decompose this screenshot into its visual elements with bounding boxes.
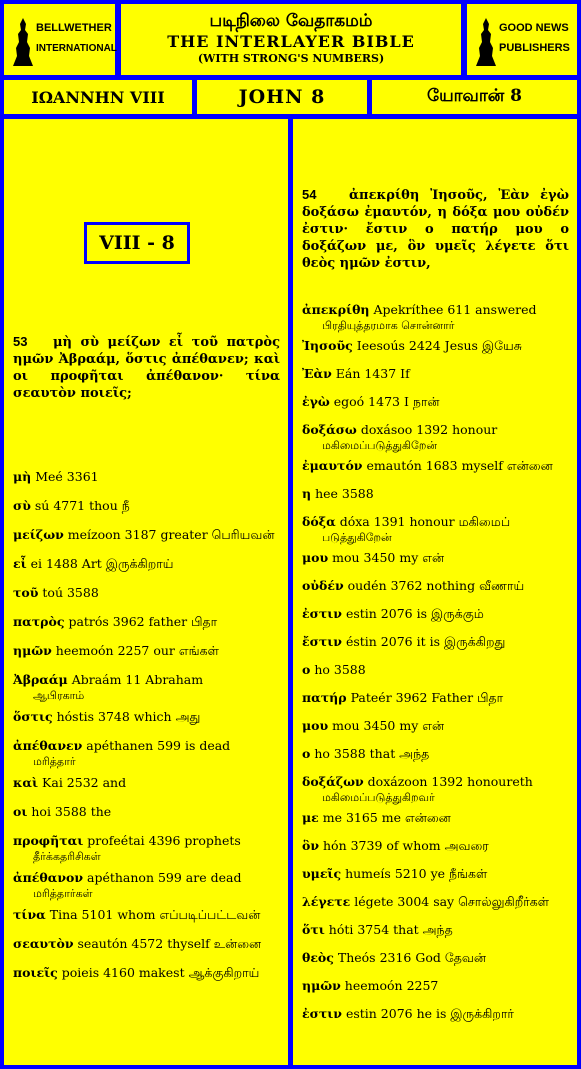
word-entry (302, 746, 569, 762)
tamil-gloss: ஆபிரகாம் (33, 689, 85, 702)
verse-54 (302, 186, 569, 272)
greek-word: ἐστιν (302, 1006, 342, 1021)
greek-word: πατήρ (302, 690, 347, 705)
word-entry (302, 422, 569, 453)
word-entry (302, 634, 569, 650)
greek-word: ὅστις (13, 709, 53, 724)
greek-word: ἀπέθανεν (13, 738, 83, 753)
word-gloss: egoó 1473 I நான் (333, 394, 440, 409)
verse-text: ἀπεκρίθη Ἰησοῦς, Ἐὰν ἐγὼ δοξάσω ἐμαυτόν, η δόξα μου οὐδέν ἐστιν· ἔστιν ο πατήρ μου ο δοξάζων με, ὃν υμεῖς λέγετε ὅτι θεὸς ημῶν ἐστιν, (302, 188, 569, 271)
word-entry (302, 578, 569, 594)
tamil-gloss: மரித்தார்கள் (33, 887, 93, 900)
word-entry (302, 606, 569, 622)
chapter-box: VIII - 8 (84, 222, 190, 264)
word-gloss: apéthanon 599 are dead (87, 870, 242, 885)
logo-right-line1: GOOD NEWS (499, 22, 569, 34)
word-entry (13, 738, 280, 769)
word-gloss: Tina 5101 whom எப்படிப்பட்டவன் (49, 907, 261, 922)
page-title: THE INTERLAYER BIBLE (167, 32, 415, 51)
greek-word: δοξάζων (302, 774, 364, 789)
tamil-gloss: படுத்துகிறேன் (322, 531, 392, 544)
greek-word: δόξα (302, 514, 336, 529)
word-entry (302, 1006, 569, 1022)
logo-left-line1: BELLWETHER (36, 22, 112, 34)
word-entry (13, 833, 280, 864)
word-entry (302, 810, 569, 826)
word-gloss: heemoón 2257 our எங்கள் (55, 643, 219, 658)
greek-word: με (302, 810, 319, 825)
greek-word: υμεῖς (302, 866, 342, 881)
greek-word: Ἰησοῦς (302, 338, 353, 353)
book-title-english: JOHN 8 (197, 80, 367, 114)
word-entry (13, 672, 280, 703)
verse-number: 53 (13, 334, 28, 349)
greek-word: Ἀβραάμ (13, 672, 68, 687)
word-entry (13, 907, 280, 923)
word-gloss: estin 2076 is இருக்கும் (345, 606, 484, 621)
book-title-tamil: யோவான் 8 (372, 80, 577, 114)
word-gloss: estin 2076 he is இருக்கிறார் (345, 1006, 514, 1021)
right-column (293, 119, 577, 1065)
greek-word: οι (13, 804, 28, 819)
greek-word: θεὸς (302, 950, 334, 965)
word-entry (302, 514, 569, 545)
greek-word: τίνα (13, 907, 46, 922)
logo-right-line2: PUBLISHERS (499, 42, 570, 54)
word-entry (13, 936, 280, 952)
greek-word: μείζων (13, 527, 64, 542)
word-gloss: mou 3450 my என் (332, 718, 445, 733)
word-gloss: hóstis 3748 which அது (56, 709, 201, 724)
logo-left-line2: INTERNATIONAL (36, 43, 117, 54)
word-gloss: heemoón 2257 (344, 978, 439, 993)
word-gloss: hóti 3754 that அந்த (328, 922, 453, 937)
word-entry (302, 550, 569, 566)
word-entry (302, 366, 569, 382)
greek-word: πατρὸς (13, 614, 65, 629)
greek-word: ἐγὼ (302, 394, 330, 409)
greek-word: η (302, 486, 312, 501)
greek-word: ο (302, 746, 311, 761)
word-gloss: Ieesoús 2424 Jesus இயேசு (356, 338, 522, 353)
word-gloss: Apekríthee 611 answered (373, 302, 537, 317)
tamil-gloss: மகிமைப்படுத்துகிறவர் (322, 791, 435, 804)
word-entry (13, 527, 280, 543)
word-entry (302, 302, 569, 333)
word-entry (13, 585, 280, 601)
word-gloss: légete 3004 say சொல்லுகிறீர்கள் (354, 894, 550, 909)
word-entry (302, 662, 569, 678)
word-gloss: sú 4771 thou நீ (34, 498, 130, 513)
tamil-gloss: பிரதியுத்தரமாக சொன்னார் (322, 319, 455, 332)
greek-word: λέγετε (302, 894, 351, 909)
publisher-logo-left (4, 4, 115, 75)
word-entry (302, 338, 569, 354)
word-gloss: hón 3739 of whom அவரை (323, 838, 489, 853)
tamil-gloss: தீர்க்கதரிசிகள் (33, 850, 101, 863)
verse-text: μὴ σὺ μείζων εἶ τοῦ πατρὸς ημῶν Ἀβραάμ, ὅστις ἀπέθανεν; καὶ οι προφῆται ἀπέθανον· τίνα σεαυτὸν ποιεῖς; (13, 335, 281, 401)
word-gloss: toú 3588 (42, 585, 99, 600)
greek-word: ἔστιν (302, 634, 342, 649)
word-entry (302, 486, 569, 502)
page-subtitle: (WITH STRONG'S NUMBERS) (197, 52, 385, 65)
greek-word: ημῶν (13, 643, 52, 658)
word-entry (302, 838, 569, 854)
word-gloss: Meé 3361 (35, 469, 99, 484)
title-tamil: படிநிலை வேதாகமம் (209, 11, 373, 31)
publisher-logo-right (467, 4, 577, 75)
word-entry (302, 922, 569, 938)
good-news-logo-icon (475, 16, 497, 68)
word-gloss: profeétai 4396 prophets (87, 833, 241, 848)
word-entry (13, 643, 280, 659)
word-gloss: Eán 1437 If (335, 366, 410, 381)
word-gloss: dóxa 1391 honour மகிமைப் (339, 514, 511, 529)
greek-word: προφῆται (13, 833, 84, 848)
word-entry (13, 965, 280, 981)
greek-word: μὴ (13, 469, 32, 484)
greek-word: σὺ (13, 498, 31, 513)
verse-number: 54 (302, 187, 317, 202)
word-gloss: ho 3588 (314, 662, 366, 677)
word-gloss: patrós 3962 father பிதா (68, 614, 218, 629)
verse-53 (13, 333, 280, 402)
word-entry (13, 556, 280, 572)
word-entry (302, 458, 569, 474)
word-gloss: seautón 4572 thyself உன்னை (77, 936, 262, 951)
header-title-block (121, 4, 461, 75)
word-entry (13, 709, 280, 725)
greek-word: ποιεῖς (13, 965, 58, 980)
word-gloss: humeís 5210 ye நீங்கள் (345, 866, 488, 881)
word-entry (13, 469, 280, 485)
word-gloss: ho 3588 that அந்த (314, 746, 430, 761)
greek-word: δοξάσω (302, 422, 357, 437)
word-gloss: poieis 4160 makest ஆக்குகிறாய் (61, 965, 260, 980)
word-entry (302, 950, 569, 966)
word-entry (13, 498, 280, 514)
word-gloss: doxásoo 1392 honour (360, 422, 498, 437)
word-entry (302, 774, 569, 805)
greek-word: ο (302, 662, 311, 677)
greek-word: ἀπεκρίθη (302, 302, 370, 317)
word-entry (13, 870, 280, 901)
word-entry (302, 978, 569, 994)
tamil-gloss: மகிமைப்படுத்துகிறேன் (322, 439, 437, 452)
word-gloss: hoi 3588 the (31, 804, 112, 819)
word-gloss: Theós 2316 God தேவன் (337, 950, 486, 965)
tamil-gloss: மரித்தார் (33, 755, 76, 768)
word-gloss: doxázoon 1392 honoureth (367, 774, 533, 789)
word-gloss: mou 3450 my என் (332, 550, 445, 565)
word-gloss: me 3165 me என்னை (322, 810, 451, 825)
word-entry (302, 894, 569, 910)
greek-word: εἶ (13, 556, 27, 571)
greek-word: ημῶν (302, 978, 341, 993)
word-entry (302, 690, 569, 706)
word-entry (13, 775, 280, 791)
word-gloss: ei 1488 Art இருக்கிறாய் (30, 556, 174, 571)
greek-word: ἐμαυτόν (302, 458, 363, 473)
greek-word: ἀπέθανον (13, 870, 84, 885)
word-gloss: meízoon 3187 greater பெரியவன் (67, 527, 275, 542)
word-entry (13, 614, 280, 630)
word-gloss: éstin 2076 it is இருக்கிறது (345, 634, 506, 649)
word-gloss: hee 3588 (315, 486, 374, 501)
word-entry (302, 866, 569, 882)
greek-word: σεαυτὸν (13, 936, 74, 951)
word-gloss: emautón 1683 myself என்னை (366, 458, 553, 473)
word-gloss: apéthanen 599 is dead (86, 738, 231, 753)
word-gloss: oudén 3762 nothing வீணாய் (347, 578, 525, 593)
greek-word: μου (302, 550, 329, 565)
greek-word: ὅτι (302, 922, 325, 937)
word-entry (13, 804, 280, 820)
word-gloss: Abraám 11 Abraham (71, 672, 204, 687)
greek-word: οὐδέν (302, 578, 344, 593)
book-title-greek: ΙΩΑΝΝΗΝ VIII (4, 80, 192, 114)
word-entry (302, 394, 569, 410)
greek-word: μου (302, 718, 329, 733)
greek-word: ὃν (302, 838, 320, 853)
bellwether-logo-icon (12, 16, 34, 68)
word-gloss: Kai 2532 and (42, 775, 127, 790)
word-entry (302, 718, 569, 734)
greek-word: καὶ (13, 775, 39, 790)
greek-word: Ἐὰν (302, 366, 332, 381)
word-gloss: Pateér 3962 Father பிதா (350, 690, 504, 705)
greek-word: τοῦ (13, 585, 39, 600)
left-column (4, 119, 288, 1065)
greek-word: ἐστιν (302, 606, 342, 621)
